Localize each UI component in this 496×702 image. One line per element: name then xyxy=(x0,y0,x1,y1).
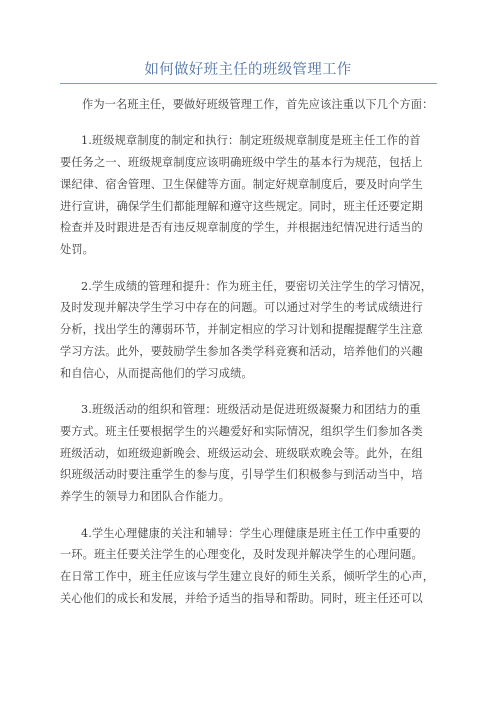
paragraph-grades xyxy=(60,276,445,385)
paragraph-rules xyxy=(60,130,445,261)
title-underline xyxy=(60,83,437,84)
paragraph-line: 和自信心，从而提高他们的学习成绩。 xyxy=(60,366,253,380)
paragraph-line: 4.学生心理健康的关注和辅导：学生心理健康是班主任工作中重要的 xyxy=(81,526,421,540)
paragraph-line: 作为一名班主任，要做好班级管理工作，首先应该注重以下几个方面： xyxy=(82,98,434,111)
paragraph-line: 关心他们的成长和发展，并给予适当的指导和帮助。同时，班主任还可以 xyxy=(60,591,423,605)
paragraph-line: 检查并及时跟进是否有违反规章制度的学生，并根据违纪情况进行适当的 xyxy=(60,221,423,235)
paragraph-line: 养学生的领导力和团队合作能力。 xyxy=(60,490,231,504)
paragraph-line: 2.学生成绩的管理和提升：作为班主任，要密切关注学生的学习情况， xyxy=(81,279,433,293)
paragraph-line: 及时发现并解决学生学习中存在的问题。可以通过对学生的考试成绩进行 xyxy=(60,301,423,315)
paragraph-intro xyxy=(60,94,445,116)
paragraph-line: 要任务之一、班级规章制度应该明确班级中学生的基本行为规范，包括上 xyxy=(60,156,423,170)
paragraph-mental xyxy=(60,523,445,610)
paragraph-line: 课纪律、宿舍管理、卫生保健等方面。制定好规章制度后，要及时向学生 xyxy=(60,177,423,191)
paragraph-line: 进行宣讲，确保学生们都能理解和遵守这些规定。同时，班主任还要定期 xyxy=(60,199,423,213)
paragraph-line: 在日常工作中，班主任应该与学生建立良好的师生关系，倾听学生的心声， xyxy=(60,570,435,584)
paragraph-line: 分析，找出学生的薄弱环节，并制定相应的学习计划和提醒提醒学生注意 xyxy=(60,323,423,337)
paragraph-line: 学习方法。此外，要鼓励学生参加各类学科竞赛和活动，培养他们的兴趣 xyxy=(60,344,423,358)
paragraph-line: 处罚。 xyxy=(60,243,95,257)
paragraph-line: 班级活动，如班级迎新晚会、班级运动会、班级联欢晚会等。此外，在组 xyxy=(60,446,423,460)
paragraph-line: 织班级活动时要注重学生的参与度，引导学生们积极参与到活动当中，培 xyxy=(60,468,423,482)
document-body xyxy=(60,94,445,624)
document-title: 如何做好班主任的班级管理工作 xyxy=(144,62,352,78)
paragraph-line: 要方式。班主任要根据学生的兴趣爱好和实际情况，组织学生们参加各类 xyxy=(60,424,423,438)
paragraph-line: 3.班级活动的组织和管理：班级活动是促进班级凝聚力和团结力的重 xyxy=(81,403,421,417)
paragraph-line: 一环。班主任要关注学生的心理变化，及时发现并解决学生的心理问题。 xyxy=(60,548,423,562)
paragraph-activities xyxy=(60,399,445,508)
paragraph-line: 1.班级规章制度的制定和执行：制定班级规章制度是班主任工作的首 xyxy=(81,134,421,148)
